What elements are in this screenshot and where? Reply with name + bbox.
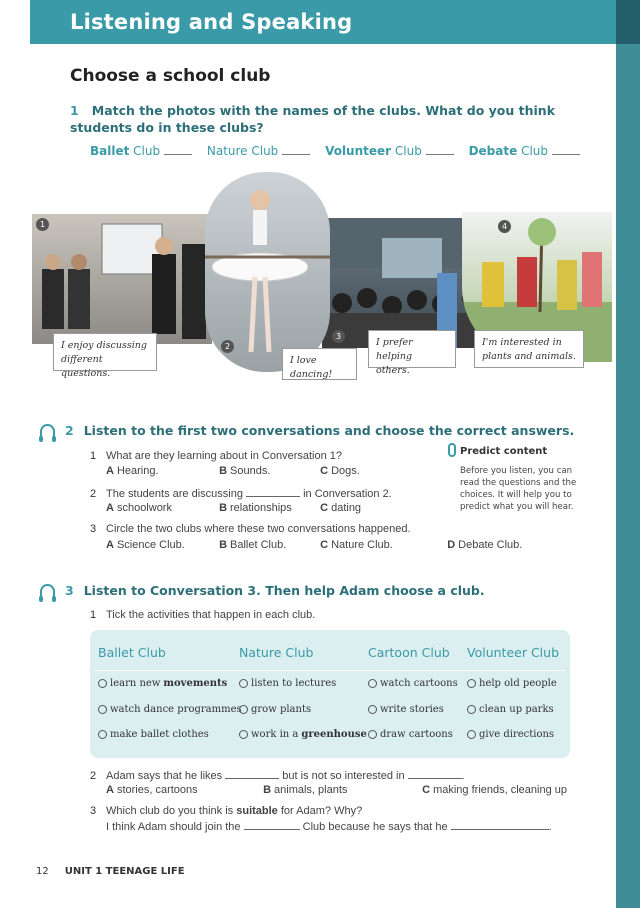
q2-2-option-b[interactable]: B relationships bbox=[219, 502, 292, 514]
question-2-number: 2 bbox=[65, 423, 74, 438]
activity-checkbox[interactable]: listen to lectures bbox=[239, 678, 336, 689]
q3-2-blank-2[interactable] bbox=[408, 769, 462, 779]
q2-item-1: 1 What are they learning about in Conversation 1? bbox=[90, 450, 343, 462]
activity-checkbox[interactable]: clean up parks bbox=[467, 704, 554, 715]
q2-item-2: 2 The students are discussing in Conversation 2. bbox=[90, 488, 392, 500]
club-ballet[interactable]: Ballet Club bbox=[90, 144, 192, 158]
photo-ballet-dancer bbox=[205, 172, 330, 372]
checkbox-circle-icon bbox=[98, 679, 107, 688]
speech-bubble-1: I enjoy discussing different questions. bbox=[53, 333, 157, 371]
question-1-text: Match the photos with the names of the clubs. What do you think students do in these clubs? bbox=[70, 103, 556, 135]
q3-sub-1: 1 Tick the activities that happen in each club. bbox=[90, 609, 316, 621]
page-edge-strip-top bbox=[616, 0, 640, 44]
predict-title: Predict content bbox=[460, 446, 548, 457]
checkbox-circle-icon bbox=[368, 679, 377, 688]
activity-checkbox[interactable]: draw cartoons bbox=[368, 729, 453, 740]
activity-checkbox[interactable]: help old people bbox=[467, 678, 557, 689]
q3-2-option-c[interactable]: C making friends, cleaning up bbox=[422, 784, 567, 796]
activity-checkbox[interactable]: grow plants bbox=[239, 704, 311, 715]
q3-sub-3: 3 Which club do you think is suitable for Adam? Why? bbox=[90, 805, 363, 817]
checkbox-circle-icon bbox=[467, 679, 476, 688]
question-3-number: 3 bbox=[65, 583, 74, 598]
q3-sub-2: 2 Adam says that he likes but is not so interested in . bbox=[90, 770, 465, 782]
headphones-icon[interactable] bbox=[40, 584, 55, 598]
speech-bubble-3: I prefer helping others. bbox=[368, 330, 456, 368]
headphones-icon[interactable] bbox=[40, 424, 55, 438]
club-nature[interactable]: Nature Club bbox=[207, 144, 310, 158]
q2-item-1-options bbox=[106, 465, 360, 477]
q3-sub-2-options bbox=[106, 784, 567, 796]
predict-content-tip bbox=[448, 446, 588, 513]
club-volunteer[interactable]: Volunteer Club bbox=[325, 144, 454, 158]
header-volunteer-club: Volunteer Club bbox=[467, 645, 559, 660]
activity-checkbox[interactable]: work in a greenhouse bbox=[239, 729, 367, 740]
activity-checkbox[interactable]: make ballet clothes bbox=[98, 729, 209, 740]
photo-1-number: 1 bbox=[36, 218, 49, 231]
question-1 bbox=[70, 102, 590, 136]
q3-2-blank-1[interactable] bbox=[225, 769, 279, 779]
speech-bubble-4: I'm interested in plants and animals. bbox=[474, 330, 584, 368]
q3-3-blank-1[interactable] bbox=[244, 820, 300, 830]
club-names-row bbox=[90, 144, 580, 158]
checkbox-circle-icon bbox=[467, 705, 476, 714]
q2-3-option-a[interactable]: A Science Club. bbox=[106, 539, 185, 551]
paperclip-icon bbox=[448, 443, 456, 457]
question-2 bbox=[40, 422, 600, 439]
photo-1-illustration bbox=[32, 214, 212, 344]
header-nature-club: Nature Club bbox=[239, 645, 314, 660]
checkbox-circle-icon bbox=[98, 730, 107, 739]
table-header bbox=[90, 630, 570, 670]
question-3 bbox=[40, 582, 600, 599]
checkbox-circle-icon bbox=[467, 730, 476, 739]
q2-3-option-c[interactable]: C Nature Club. bbox=[320, 539, 393, 551]
q2-item-3: 3 Circle the two clubs where these two conversations happened. bbox=[90, 523, 411, 535]
q3-sub-3-line-2: I think Adam should join the Club because he says that he . bbox=[106, 821, 552, 833]
activity-checkbox[interactable]: watch dance programmes bbox=[98, 704, 242, 715]
photo-debate-presentation bbox=[32, 214, 212, 344]
speech-bubble-2: I love dancing! bbox=[282, 348, 357, 380]
unit-label: UNIT 1 TEENAGE LIFE bbox=[64, 866, 185, 877]
question-1-number: 1 bbox=[70, 103, 79, 118]
checkbox-circle-icon bbox=[368, 730, 377, 739]
page-footer bbox=[36, 866, 185, 877]
activity-checkbox[interactable]: learn new movements bbox=[98, 678, 227, 689]
table-divider bbox=[95, 670, 565, 671]
predict-text: Before you listen, you can read the questions and the choices. It will help you to predict what you will hear. bbox=[460, 466, 577, 512]
page-title: Listening and Speaking bbox=[70, 10, 353, 34]
club-debate[interactable]: Debate Club bbox=[469, 144, 580, 158]
question-3-text: Listen to Conversation 3. Then help Adam choose a club. bbox=[83, 583, 485, 598]
q2-2-blank[interactable] bbox=[246, 487, 300, 497]
q2-1-option-c[interactable]: C Dogs. bbox=[320, 465, 360, 477]
activities-table bbox=[90, 630, 570, 758]
q2-1-option-b[interactable]: B Sounds. bbox=[219, 465, 271, 477]
activity-checkbox[interactable]: watch cartoons bbox=[368, 678, 458, 689]
page-number: 12 bbox=[36, 866, 49, 877]
q2-item-2-options bbox=[106, 502, 361, 514]
q3-2-option-a[interactable]: A stories, cartoons bbox=[106, 784, 198, 796]
photo-4-number: 4 bbox=[498, 220, 511, 233]
q3-3-blank-2[interactable] bbox=[451, 820, 549, 830]
checkbox-circle-icon bbox=[239, 679, 248, 688]
q2-2-option-c[interactable]: C dating bbox=[320, 502, 362, 514]
activity-checkbox[interactable]: write stories bbox=[368, 704, 444, 715]
q2-3-option-d[interactable]: D Debate Club. bbox=[447, 539, 523, 551]
checkbox-circle-icon bbox=[239, 730, 248, 739]
section-title: Choose a school club bbox=[70, 66, 271, 86]
activity-checkbox[interactable]: give directions bbox=[467, 729, 554, 740]
photo-2-number: 2 bbox=[221, 340, 234, 353]
q3-2-option-b[interactable]: B animals, plants bbox=[263, 784, 348, 796]
q2-1-option-a[interactable]: A Hearing. bbox=[106, 465, 159, 477]
header-ballet-club: Ballet Club bbox=[98, 645, 166, 660]
q2-2-option-a[interactable]: A schoolwork bbox=[106, 502, 172, 514]
q2-item-3-options bbox=[106, 539, 522, 551]
q2-3-option-b[interactable]: B Ballet Club. bbox=[219, 539, 287, 551]
page-edge-strip bbox=[616, 0, 640, 908]
photo-3-number: 3 bbox=[332, 330, 345, 343]
question-2-text: Listen to the first two conversations and choose the correct answers. bbox=[83, 423, 575, 438]
checkbox-circle-icon bbox=[368, 705, 377, 714]
checkbox-circle-icon bbox=[239, 705, 248, 714]
checkbox-circle-icon bbox=[98, 705, 107, 714]
header-cartoon-club: Cartoon Club bbox=[368, 645, 450, 660]
